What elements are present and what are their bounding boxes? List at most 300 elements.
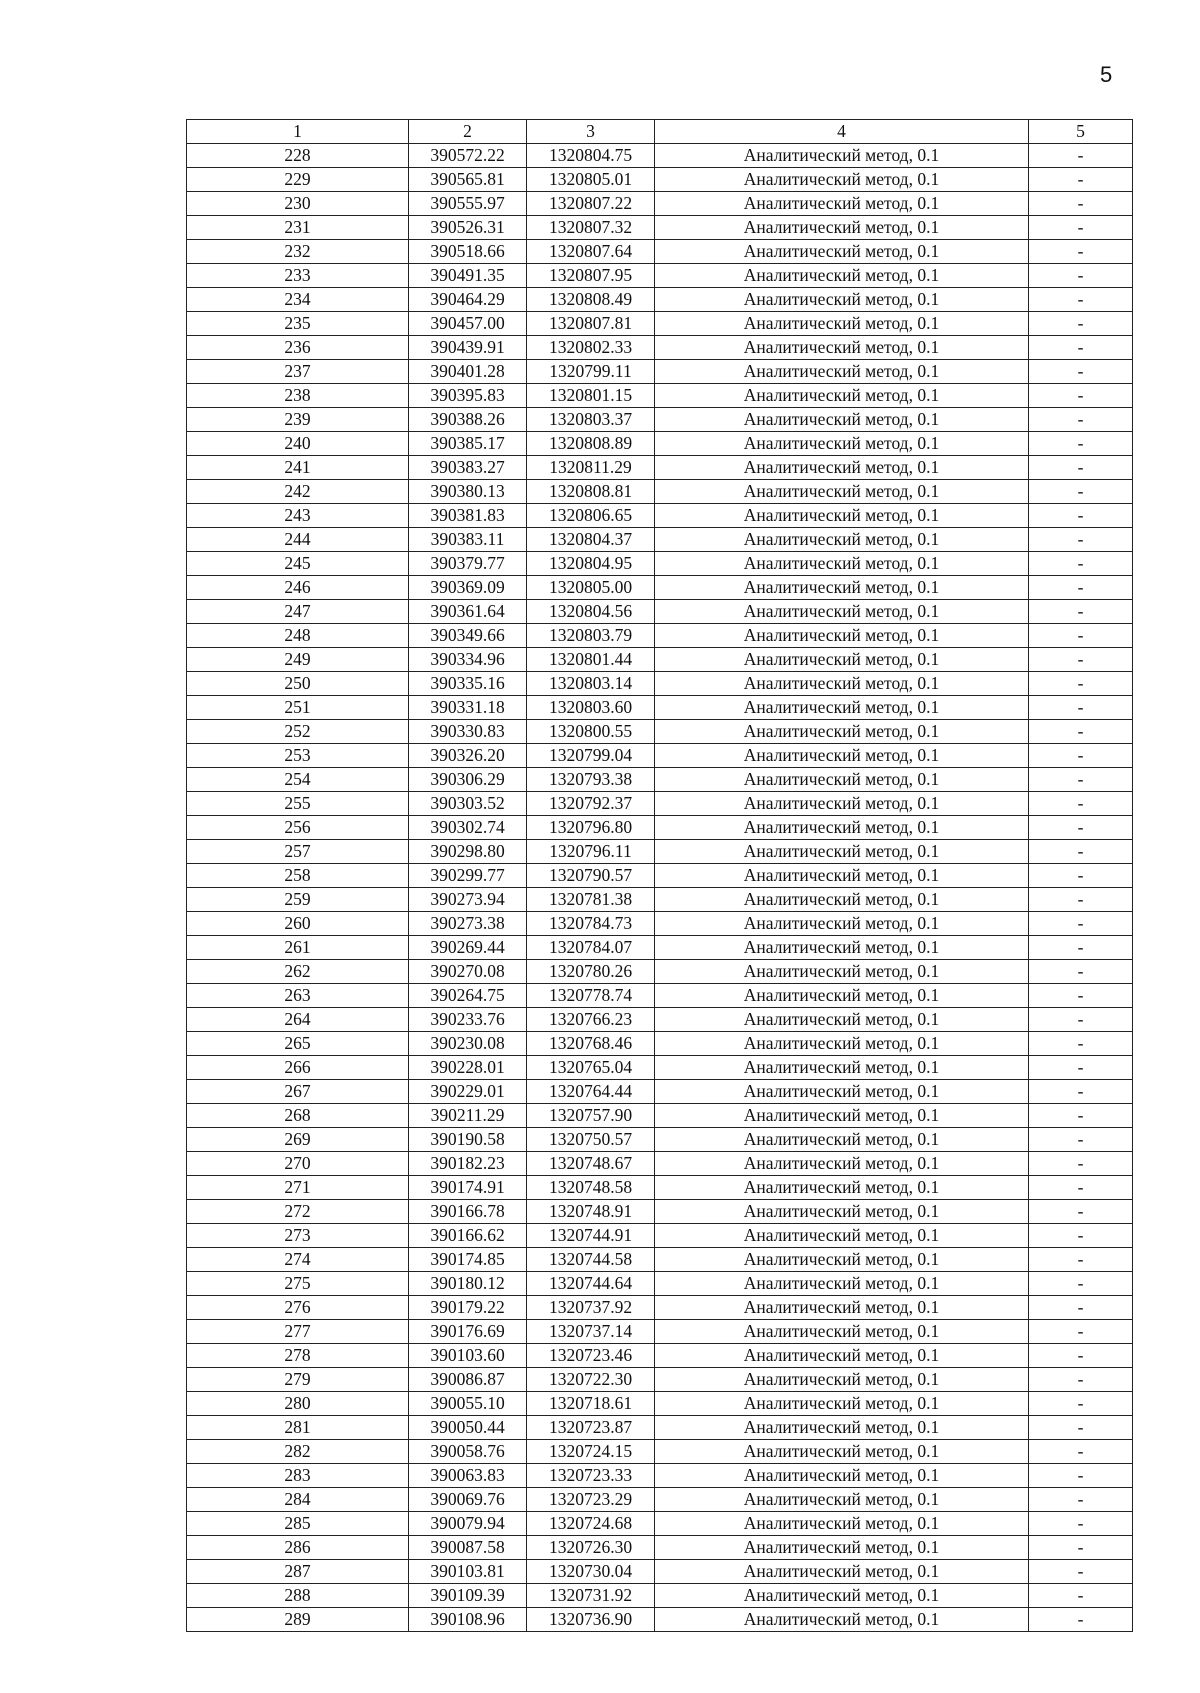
x-coordinate-cell: 390385.17 bbox=[409, 432, 527, 456]
x-coordinate-cell: 390464.29 bbox=[409, 288, 527, 312]
x-coordinate-cell: 390270.08 bbox=[409, 960, 527, 984]
table-row bbox=[187, 744, 1133, 768]
point-number-cell: 255 bbox=[187, 792, 409, 816]
method-cell: Аналитический метод, 0.1 bbox=[655, 192, 1029, 216]
y-coordinate-cell: 1320757.90 bbox=[527, 1104, 655, 1128]
y-coordinate-cell: 1320766.23 bbox=[527, 1008, 655, 1032]
point-number-cell: 272 bbox=[187, 1200, 409, 1224]
note-cell: - bbox=[1029, 888, 1133, 912]
point-number-cell: 280 bbox=[187, 1392, 409, 1416]
page-number: 5 bbox=[1100, 62, 1113, 87]
point-number-cell: 266 bbox=[187, 1056, 409, 1080]
method-cell: Аналитический метод, 0.1 bbox=[655, 1128, 1029, 1152]
x-coordinate-cell: 390055.10 bbox=[409, 1392, 527, 1416]
table-row bbox=[187, 720, 1133, 744]
table-row bbox=[187, 936, 1133, 960]
y-coordinate-cell: 1320805.00 bbox=[527, 576, 655, 600]
x-coordinate-cell: 390518.66 bbox=[409, 240, 527, 264]
note-cell: - bbox=[1029, 1200, 1133, 1224]
method-cell: Аналитический метод, 0.1 bbox=[655, 1608, 1029, 1632]
method-cell: Аналитический метод, 0.1 bbox=[655, 744, 1029, 768]
y-coordinate-cell: 1320778.74 bbox=[527, 984, 655, 1008]
point-number-cell: 248 bbox=[187, 624, 409, 648]
point-number-cell: 284 bbox=[187, 1488, 409, 1512]
y-coordinate-cell: 1320804.95 bbox=[527, 552, 655, 576]
method-cell: Аналитический метод, 0.1 bbox=[655, 1056, 1029, 1080]
method-cell: Аналитический метод, 0.1 bbox=[655, 288, 1029, 312]
table-row bbox=[187, 672, 1133, 696]
method-cell: Аналитический метод, 0.1 bbox=[655, 1512, 1029, 1536]
point-number-cell: 269 bbox=[187, 1128, 409, 1152]
note-cell: - bbox=[1029, 1128, 1133, 1152]
y-coordinate-cell: 1320724.15 bbox=[527, 1440, 655, 1464]
column-header-2: 2 bbox=[409, 120, 527, 144]
table-row bbox=[187, 960, 1133, 984]
y-coordinate-cell: 1320731.92 bbox=[527, 1584, 655, 1608]
note-cell: - bbox=[1029, 1248, 1133, 1272]
note-cell: - bbox=[1029, 720, 1133, 744]
method-cell: Аналитический метод, 0.1 bbox=[655, 1536, 1029, 1560]
method-cell: Аналитический метод, 0.1 bbox=[655, 720, 1029, 744]
point-number-cell: 260 bbox=[187, 912, 409, 936]
y-coordinate-cell: 1320765.04 bbox=[527, 1056, 655, 1080]
method-cell: Аналитический метод, 0.1 bbox=[655, 1080, 1029, 1104]
coordinates-table bbox=[186, 119, 1133, 1632]
y-coordinate-cell: 1320804.56 bbox=[527, 600, 655, 624]
table-row bbox=[187, 360, 1133, 384]
y-coordinate-cell: 1320803.79 bbox=[527, 624, 655, 648]
method-cell: Аналитический метод, 0.1 bbox=[655, 768, 1029, 792]
method-cell: Аналитический метод, 0.1 bbox=[655, 1464, 1029, 1488]
point-number-cell: 254 bbox=[187, 768, 409, 792]
method-cell: Аналитический метод, 0.1 bbox=[655, 384, 1029, 408]
x-coordinate-cell: 390491.35 bbox=[409, 264, 527, 288]
x-coordinate-cell: 390190.58 bbox=[409, 1128, 527, 1152]
table-row bbox=[187, 1368, 1133, 1392]
y-coordinate-cell: 1320804.75 bbox=[527, 144, 655, 168]
table-row bbox=[187, 864, 1133, 888]
x-coordinate-cell: 390302.74 bbox=[409, 816, 527, 840]
y-coordinate-cell: 1320722.30 bbox=[527, 1368, 655, 1392]
x-coordinate-cell: 390299.77 bbox=[409, 864, 527, 888]
y-coordinate-cell: 1320799.11 bbox=[527, 360, 655, 384]
note-cell: - bbox=[1029, 840, 1133, 864]
point-number-cell: 228 bbox=[187, 144, 409, 168]
x-coordinate-cell: 390383.11 bbox=[409, 528, 527, 552]
x-coordinate-cell: 390361.64 bbox=[409, 600, 527, 624]
y-coordinate-cell: 1320808.81 bbox=[527, 480, 655, 504]
note-cell: - bbox=[1029, 744, 1133, 768]
y-coordinate-cell: 1320737.92 bbox=[527, 1296, 655, 1320]
note-cell: - bbox=[1029, 1512, 1133, 1536]
note-cell: - bbox=[1029, 1296, 1133, 1320]
point-number-cell: 258 bbox=[187, 864, 409, 888]
method-cell: Аналитический метод, 0.1 bbox=[655, 552, 1029, 576]
note-cell: - bbox=[1029, 1584, 1133, 1608]
note-cell: - bbox=[1029, 768, 1133, 792]
y-coordinate-cell: 1320792.37 bbox=[527, 792, 655, 816]
x-coordinate-cell: 390565.81 bbox=[409, 168, 527, 192]
point-number-cell: 239 bbox=[187, 408, 409, 432]
table-row bbox=[187, 1032, 1133, 1056]
x-coordinate-cell: 390457.00 bbox=[409, 312, 527, 336]
x-coordinate-cell: 390109.39 bbox=[409, 1584, 527, 1608]
note-cell: - bbox=[1029, 1608, 1133, 1632]
table-row bbox=[187, 1344, 1133, 1368]
method-cell: Аналитический метод, 0.1 bbox=[655, 1032, 1029, 1056]
table-row bbox=[187, 1008, 1133, 1032]
table-row bbox=[187, 1608, 1133, 1632]
method-cell: Аналитический метод, 0.1 bbox=[655, 1320, 1029, 1344]
y-coordinate-cell: 1320803.37 bbox=[527, 408, 655, 432]
method-cell: Аналитический метод, 0.1 bbox=[655, 1584, 1029, 1608]
note-cell: - bbox=[1029, 1152, 1133, 1176]
y-coordinate-cell: 1320736.90 bbox=[527, 1608, 655, 1632]
x-coordinate-cell: 390180.12 bbox=[409, 1272, 527, 1296]
y-coordinate-cell: 1320805.01 bbox=[527, 168, 655, 192]
y-coordinate-cell: 1320730.04 bbox=[527, 1560, 655, 1584]
y-coordinate-cell: 1320726.30 bbox=[527, 1536, 655, 1560]
table-row bbox=[187, 816, 1133, 840]
x-coordinate-cell: 390273.94 bbox=[409, 888, 527, 912]
point-number-cell: 264 bbox=[187, 1008, 409, 1032]
point-number-cell: 275 bbox=[187, 1272, 409, 1296]
method-cell: Аналитический метод, 0.1 bbox=[655, 912, 1029, 936]
note-cell: - bbox=[1029, 1224, 1133, 1248]
point-number-cell: 232 bbox=[187, 240, 409, 264]
y-coordinate-cell: 1320748.67 bbox=[527, 1152, 655, 1176]
table-row bbox=[187, 384, 1133, 408]
x-coordinate-cell: 390439.91 bbox=[409, 336, 527, 360]
method-cell: Аналитический метод, 0.1 bbox=[655, 408, 1029, 432]
table-row bbox=[187, 552, 1133, 576]
point-number-cell: 240 bbox=[187, 432, 409, 456]
note-cell: - bbox=[1029, 1464, 1133, 1488]
point-number-cell: 253 bbox=[187, 744, 409, 768]
point-number-cell: 256 bbox=[187, 816, 409, 840]
x-coordinate-cell: 390264.75 bbox=[409, 984, 527, 1008]
method-cell: Аналитический метод, 0.1 bbox=[655, 576, 1029, 600]
method-cell: Аналитический метод, 0.1 bbox=[655, 1008, 1029, 1032]
x-coordinate-cell: 390326.20 bbox=[409, 744, 527, 768]
point-number-cell: 234 bbox=[187, 288, 409, 312]
x-coordinate-cell: 390211.29 bbox=[409, 1104, 527, 1128]
y-coordinate-cell: 1320723.29 bbox=[527, 1488, 655, 1512]
point-number-cell: 262 bbox=[187, 960, 409, 984]
method-cell: Аналитический метод, 0.1 bbox=[655, 480, 1029, 504]
table-row bbox=[187, 1560, 1133, 1584]
point-number-cell: 242 bbox=[187, 480, 409, 504]
y-coordinate-cell: 1320802.33 bbox=[527, 336, 655, 360]
note-cell: - bbox=[1029, 576, 1133, 600]
x-coordinate-cell: 390395.83 bbox=[409, 384, 527, 408]
table-row bbox=[187, 1392, 1133, 1416]
method-cell: Аналитический метод, 0.1 bbox=[655, 1344, 1029, 1368]
table-row bbox=[187, 1152, 1133, 1176]
table-row bbox=[187, 600, 1133, 624]
note-cell: - bbox=[1029, 288, 1133, 312]
y-coordinate-cell: 1320796.11 bbox=[527, 840, 655, 864]
method-cell: Аналитический метод, 0.1 bbox=[655, 1176, 1029, 1200]
column-header-4: 4 bbox=[655, 120, 1029, 144]
x-coordinate-cell: 390306.29 bbox=[409, 768, 527, 792]
y-coordinate-cell: 1320780.26 bbox=[527, 960, 655, 984]
point-number-cell: 241 bbox=[187, 456, 409, 480]
method-cell: Аналитический метод, 0.1 bbox=[655, 792, 1029, 816]
note-cell: - bbox=[1029, 1488, 1133, 1512]
note-cell: - bbox=[1029, 240, 1133, 264]
method-cell: Аналитический метод, 0.1 bbox=[655, 696, 1029, 720]
point-number-cell: 245 bbox=[187, 552, 409, 576]
table-row bbox=[187, 144, 1133, 168]
method-cell: Аналитический метод, 0.1 bbox=[655, 1440, 1029, 1464]
method-cell: Аналитический метод, 0.1 bbox=[655, 1224, 1029, 1248]
y-coordinate-cell: 1320768.46 bbox=[527, 1032, 655, 1056]
table-row bbox=[187, 1320, 1133, 1344]
method-cell: Аналитический метод, 0.1 bbox=[655, 1488, 1029, 1512]
x-coordinate-cell: 390179.22 bbox=[409, 1296, 527, 1320]
table-row bbox=[187, 312, 1133, 336]
point-number-cell: 229 bbox=[187, 168, 409, 192]
y-coordinate-cell: 1320804.37 bbox=[527, 528, 655, 552]
y-coordinate-cell: 1320723.87 bbox=[527, 1416, 655, 1440]
x-coordinate-cell: 390228.01 bbox=[409, 1056, 527, 1080]
table-row bbox=[187, 768, 1133, 792]
note-cell: - bbox=[1029, 192, 1133, 216]
y-coordinate-cell: 1320808.89 bbox=[527, 432, 655, 456]
y-coordinate-cell: 1320748.58 bbox=[527, 1176, 655, 1200]
method-cell: Аналитический метод, 0.1 bbox=[655, 216, 1029, 240]
note-cell: - bbox=[1029, 1416, 1133, 1440]
y-coordinate-cell: 1320801.44 bbox=[527, 648, 655, 672]
table-row bbox=[187, 576, 1133, 600]
y-coordinate-cell: 1320803.60 bbox=[527, 696, 655, 720]
x-coordinate-cell: 390349.66 bbox=[409, 624, 527, 648]
method-cell: Аналитический метод, 0.1 bbox=[655, 624, 1029, 648]
x-coordinate-cell: 390182.23 bbox=[409, 1152, 527, 1176]
y-coordinate-cell: 1320801.15 bbox=[527, 384, 655, 408]
y-coordinate-cell: 1320790.57 bbox=[527, 864, 655, 888]
note-cell: - bbox=[1029, 1320, 1133, 1344]
method-cell: Аналитический метод, 0.1 bbox=[655, 1296, 1029, 1320]
y-coordinate-cell: 1320718.61 bbox=[527, 1392, 655, 1416]
note-cell: - bbox=[1029, 816, 1133, 840]
note-cell: - bbox=[1029, 1008, 1133, 1032]
x-coordinate-cell: 390050.44 bbox=[409, 1416, 527, 1440]
y-coordinate-cell: 1320799.04 bbox=[527, 744, 655, 768]
x-coordinate-cell: 390334.96 bbox=[409, 648, 527, 672]
note-cell: - bbox=[1029, 552, 1133, 576]
x-coordinate-cell: 390230.08 bbox=[409, 1032, 527, 1056]
point-number-cell: 283 bbox=[187, 1464, 409, 1488]
x-coordinate-cell: 390166.78 bbox=[409, 1200, 527, 1224]
y-coordinate-cell: 1320803.14 bbox=[527, 672, 655, 696]
point-number-cell: 289 bbox=[187, 1608, 409, 1632]
y-coordinate-cell: 1320744.64 bbox=[527, 1272, 655, 1296]
column-header-5: 5 bbox=[1029, 120, 1133, 144]
method-cell: Аналитический метод, 0.1 bbox=[655, 1152, 1029, 1176]
method-cell: Аналитический метод, 0.1 bbox=[655, 144, 1029, 168]
note-cell: - bbox=[1029, 984, 1133, 1008]
note-cell: - bbox=[1029, 864, 1133, 888]
note-cell: - bbox=[1029, 168, 1133, 192]
x-coordinate-cell: 390087.58 bbox=[409, 1536, 527, 1560]
x-coordinate-cell: 390298.80 bbox=[409, 840, 527, 864]
table-row bbox=[187, 1296, 1133, 1320]
table-row bbox=[187, 240, 1133, 264]
point-number-cell: 236 bbox=[187, 336, 409, 360]
method-cell: Аналитический метод, 0.1 bbox=[655, 360, 1029, 384]
note-cell: - bbox=[1029, 408, 1133, 432]
x-coordinate-cell: 390331.18 bbox=[409, 696, 527, 720]
table-row bbox=[187, 1416, 1133, 1440]
table-row bbox=[187, 1224, 1133, 1248]
method-cell: Аналитический метод, 0.1 bbox=[655, 648, 1029, 672]
method-cell: Аналитический метод, 0.1 bbox=[655, 984, 1029, 1008]
y-coordinate-cell: 1320800.55 bbox=[527, 720, 655, 744]
table-row bbox=[187, 840, 1133, 864]
method-cell: Аналитический метод, 0.1 bbox=[655, 864, 1029, 888]
method-cell: Аналитический метод, 0.1 bbox=[655, 1104, 1029, 1128]
note-cell: - bbox=[1029, 912, 1133, 936]
table-row bbox=[187, 888, 1133, 912]
note-cell: - bbox=[1029, 936, 1133, 960]
x-coordinate-cell: 390330.83 bbox=[409, 720, 527, 744]
point-number-cell: 238 bbox=[187, 384, 409, 408]
x-coordinate-cell: 390058.76 bbox=[409, 1440, 527, 1464]
point-number-cell: 276 bbox=[187, 1296, 409, 1320]
x-coordinate-cell: 390229.01 bbox=[409, 1080, 527, 1104]
note-cell: - bbox=[1029, 1560, 1133, 1584]
y-coordinate-cell: 1320744.91 bbox=[527, 1224, 655, 1248]
method-cell: Аналитический метод, 0.1 bbox=[655, 240, 1029, 264]
table-header-row bbox=[187, 120, 1133, 144]
table-row bbox=[187, 1488, 1133, 1512]
y-coordinate-cell: 1320807.95 bbox=[527, 264, 655, 288]
note-cell: - bbox=[1029, 672, 1133, 696]
point-number-cell: 244 bbox=[187, 528, 409, 552]
table-row bbox=[187, 264, 1133, 288]
x-coordinate-cell: 390381.83 bbox=[409, 504, 527, 528]
note-cell: - bbox=[1029, 144, 1133, 168]
table-row bbox=[187, 1080, 1133, 1104]
table-row bbox=[187, 288, 1133, 312]
x-coordinate-cell: 390303.52 bbox=[409, 792, 527, 816]
x-coordinate-cell: 390069.76 bbox=[409, 1488, 527, 1512]
x-coordinate-cell: 390388.26 bbox=[409, 408, 527, 432]
note-cell: - bbox=[1029, 1344, 1133, 1368]
table-row bbox=[187, 696, 1133, 720]
point-number-cell: 249 bbox=[187, 648, 409, 672]
point-number-cell: 259 bbox=[187, 888, 409, 912]
point-number-cell: 281 bbox=[187, 1416, 409, 1440]
table-row bbox=[187, 192, 1133, 216]
method-cell: Аналитический метод, 0.1 bbox=[655, 888, 1029, 912]
note-cell: - bbox=[1029, 528, 1133, 552]
note-cell: - bbox=[1029, 1176, 1133, 1200]
point-number-cell: 230 bbox=[187, 192, 409, 216]
x-coordinate-cell: 390273.38 bbox=[409, 912, 527, 936]
y-coordinate-cell: 1320724.68 bbox=[527, 1512, 655, 1536]
table-row bbox=[187, 648, 1133, 672]
method-cell: Аналитический метод, 0.1 bbox=[655, 336, 1029, 360]
table-row bbox=[187, 624, 1133, 648]
table-row bbox=[187, 480, 1133, 504]
y-coordinate-cell: 1320764.44 bbox=[527, 1080, 655, 1104]
method-cell: Аналитический метод, 0.1 bbox=[655, 936, 1029, 960]
note-cell: - bbox=[1029, 480, 1133, 504]
note-cell: - bbox=[1029, 696, 1133, 720]
x-coordinate-cell: 390369.09 bbox=[409, 576, 527, 600]
method-cell: Аналитический метод, 0.1 bbox=[655, 504, 1029, 528]
point-number-cell: 279 bbox=[187, 1368, 409, 1392]
point-number-cell: 271 bbox=[187, 1176, 409, 1200]
table-row bbox=[187, 1128, 1133, 1152]
point-number-cell: 278 bbox=[187, 1344, 409, 1368]
table-row bbox=[187, 1440, 1133, 1464]
point-number-cell: 265 bbox=[187, 1032, 409, 1056]
method-cell: Аналитический метод, 0.1 bbox=[655, 1416, 1029, 1440]
y-coordinate-cell: 1320796.80 bbox=[527, 816, 655, 840]
table-row bbox=[187, 528, 1133, 552]
y-coordinate-cell: 1320807.81 bbox=[527, 312, 655, 336]
method-cell: Аналитический метод, 0.1 bbox=[655, 264, 1029, 288]
y-coordinate-cell: 1320793.38 bbox=[527, 768, 655, 792]
table-row bbox=[187, 1536, 1133, 1560]
y-coordinate-cell: 1320723.46 bbox=[527, 1344, 655, 1368]
y-coordinate-cell: 1320748.91 bbox=[527, 1200, 655, 1224]
x-coordinate-cell: 390176.69 bbox=[409, 1320, 527, 1344]
note-cell: - bbox=[1029, 1536, 1133, 1560]
point-number-cell: 263 bbox=[187, 984, 409, 1008]
y-coordinate-cell: 1320784.07 bbox=[527, 936, 655, 960]
note-cell: - bbox=[1029, 432, 1133, 456]
table-row bbox=[187, 1200, 1133, 1224]
table-row bbox=[187, 432, 1133, 456]
x-coordinate-cell: 390269.44 bbox=[409, 936, 527, 960]
x-coordinate-cell: 390233.76 bbox=[409, 1008, 527, 1032]
note-cell: - bbox=[1029, 1080, 1133, 1104]
table-row bbox=[187, 216, 1133, 240]
point-number-cell: 286 bbox=[187, 1536, 409, 1560]
method-cell: Аналитический метод, 0.1 bbox=[655, 1272, 1029, 1296]
note-cell: - bbox=[1029, 384, 1133, 408]
table-row bbox=[187, 1512, 1133, 1536]
note-cell: - bbox=[1029, 456, 1133, 480]
table-row bbox=[187, 912, 1133, 936]
note-cell: - bbox=[1029, 1440, 1133, 1464]
method-cell: Аналитический метод, 0.1 bbox=[655, 1200, 1029, 1224]
note-cell: - bbox=[1029, 960, 1133, 984]
x-coordinate-cell: 390174.91 bbox=[409, 1176, 527, 1200]
table-row bbox=[187, 1176, 1133, 1200]
y-coordinate-cell: 1320807.64 bbox=[527, 240, 655, 264]
note-cell: - bbox=[1029, 264, 1133, 288]
point-number-cell: 267 bbox=[187, 1080, 409, 1104]
x-coordinate-cell: 390063.83 bbox=[409, 1464, 527, 1488]
method-cell: Аналитический метод, 0.1 bbox=[655, 168, 1029, 192]
column-header-3: 3 bbox=[527, 120, 655, 144]
x-coordinate-cell: 390335.16 bbox=[409, 672, 527, 696]
x-coordinate-cell: 390383.27 bbox=[409, 456, 527, 480]
note-cell: - bbox=[1029, 648, 1133, 672]
column-header-1: 1 bbox=[187, 120, 409, 144]
y-coordinate-cell: 1320737.14 bbox=[527, 1320, 655, 1344]
point-number-cell: 233 bbox=[187, 264, 409, 288]
y-coordinate-cell: 1320781.38 bbox=[527, 888, 655, 912]
point-number-cell: 270 bbox=[187, 1152, 409, 1176]
method-cell: Аналитический метод, 0.1 bbox=[655, 960, 1029, 984]
